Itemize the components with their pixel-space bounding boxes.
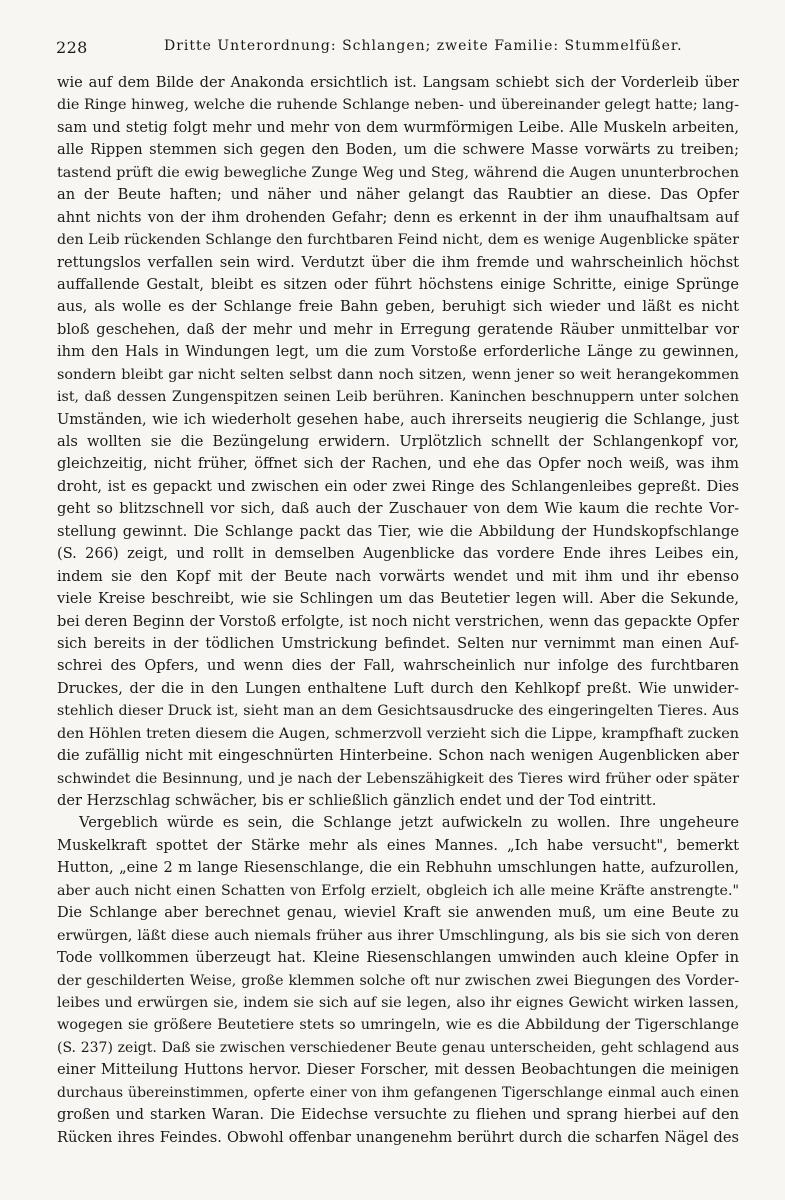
text-line: an der Beute haften; und näher und näher gelangt das Raubtier an diese. Das Opfer [57, 186, 739, 204]
text-line: wogegen sie größere Beutetiere stets so umringeln, wie es die Abbildung der Tigerschlange [57, 1017, 739, 1034]
text-line: stellung gewinnt. Die Schlange packt das Tier, wie die Abbildung der Hundskopfschlange [57, 522, 739, 540]
text-line: auffallende Gestalt, bleibt es sitzen oder führt höchstens einige Schritte, einige Sprünge [57, 275, 739, 293]
running-head: Dritte Unterordnung: Schlangen; zweite Familie: Stummelfüßer. [164, 38, 683, 54]
text-line: die Ringe hinweg, welche die ruhende Schlange neben- und übereinander gelegt hatte; lang- [57, 97, 739, 114]
text-line: großen und starken Waran. Die Eidechse versuchte zu fliehen und sprang hierbei auf den [57, 1106, 739, 1124]
text-line: durchaus übereinstimmen, opferte einer von ihm gefangenen Tigerschlange einmal auch einen [57, 1084, 739, 1101]
text-line: alle Rippen stemmen sich gegen den Boden, um die schwere Masse vorwärts zu treiben; [57, 141, 739, 159]
text-line: die zufällig nicht mit eingeschnürten Hinterbeine. Schon nach wenigen Augenblicken aber [57, 747, 739, 765]
text-line: den Leib rückenden Schlange den furchtbaren Feind nicht, dem es wenige Augenblicke später [57, 232, 739, 249]
text-line: sondern bleibt gar nicht selten selbst dann noch sitzen, wenn jener so weit herangekommen [57, 366, 739, 383]
text-line: (S. 266) zeigt, und rollt in demselben Augenblicke das vordere Ende ihres Leibes ein, [57, 545, 739, 563]
text-line: gleichzeitig, nicht früher, öffnet sich der Rachen, und ehe das Opfer noch weiß, was ihm [57, 455, 739, 473]
text-line: sich bereits in der tödlichen Umstrickung befindet. Selten nur vernimmt man einen Auf- [57, 634, 739, 652]
text-line: einer Mitteilung Huttons hervor. Dieser Forscher, mit dessen Beobachtungen die meinigen [57, 1061, 739, 1079]
text-line: rettungslos verfallen sein wird. Verdutzt über die ihm fremde und wahrscheinlich höchst [57, 253, 739, 271]
paragraph-start-line: Vergeblich würde es sein, die Schlange jetzt aufwickeln zu wollen. Ihre ungeheure [79, 814, 739, 832]
text-line: aus, als wolle es der Schlange freie Bahn geben, beruhigt sich wieder und läßt es nicht [57, 298, 739, 316]
paragraph-end-line: der Herzschlag schwächer, bis er schließlich gänzlich endet und der Tod eintritt. [57, 792, 657, 809]
page-number: 228 [56, 38, 88, 57]
text-line: Die Schlange aber berechnet genau, wieviel Kraft sie anwenden muß, um eine Beute zu [57, 904, 739, 922]
text-line: schrei des Opfers, und wenn dies der Fall, wahrscheinlich nur infolge des furchtbaren [57, 657, 739, 675]
text-line: den Höhlen treten diesem die Augen, schmerzvoll verzieht sich die Lippe, krampfhaft zucken [57, 725, 739, 742]
text-line: Umständen, wie ich wiederholt gesehen habe, auch ihrerseits neugierig die Schlange, just [57, 410, 739, 428]
text-line: ist, daß dessen Zungenspitzen seinen Leib berühren. Kaninchen beschnuppern unter solchen [57, 389, 739, 406]
text-line: ihm den Hals in Windungen legt, um die zum Vorstoße erforderliche Länge zu gewinnen, [57, 343, 739, 361]
text-line: leibes und erwürgen sie, indem sie sich auf sie legen, also ihr eignes Gewicht wirken lassen, [57, 994, 739, 1011]
text-line: wie auf dem Bilde der Anakonda ersichtlich ist. Langsam schiebt sich der Vorderleib über [57, 74, 739, 91]
text-line: (S. 237) zeigt. Daß sie zwischen verschiedener Beute genau unterscheiden, geht schlagend aus [57, 1039, 739, 1056]
text-line: Rücken ihres Feindes. Obwohl offenbar unangenehm berührt durch die scharfen Nägel des [57, 1128, 739, 1146]
page-header [56, 38, 746, 62]
text-line: erwürgen, läßt diese auch niemals früher aus ihrer Umschlingung, als bis sie sich von deren [57, 927, 739, 944]
text-line: schwindet die Besinnung, und je nach der Lebenszähigkeit des Tieres wird früher oder später [57, 770, 739, 787]
text-line: als wollten sie die Bezüngelung erwidern. Urplötzlich schnellt der Schlangenkopf vor, [57, 433, 739, 450]
text-line: stehlich dieser Druck ist, sieht man an dem Gesichtsausdrucke des eingeringelten Tieres. Aus [57, 703, 739, 720]
text-line: Hutton, „eine 2 m lange Riesenschlange, die ein Rebhuhn umschlungen hatte, aufzurollen, [57, 859, 739, 877]
text-line: sam und stetig folgt mehr und mehr von dem wurmförmigen Leibe. Alle Muskeln arbeiten, [57, 118, 739, 136]
text-line: aber auch nicht einen Schatten von Erfolg erzielt, obgleich ich alle meine Kräfte anstrengte." [57, 882, 739, 899]
text-line: bloß geschehen, daß der mehr und mehr in Erregung geratende Räuber unmittelbar vor [57, 320, 739, 338]
text-line: Tode vollkommen überzeugt hat. Kleine Riesenschlangen umwinden auch kleine Opfer in [57, 949, 739, 967]
text-line: der geschilderten Weise, große klemmen solche oft nur zwischen zwei Biegungen des Vorder- [57, 972, 739, 989]
text-line: viele Kreise beschreibt, wie sie Schlingen um das Beutetier legen will. Aber die Sekunde, [57, 590, 739, 608]
text-line: ahnt nichts von der ihm drohenden Gefahr; denn es erkennt in der ihm unaufhaltsam auf [57, 208, 739, 226]
text-line: Druckes, der die in den Lungen enthaltene Luft durch den Kehlkopf preßt. Wie unwider- [57, 679, 739, 697]
text-line: indem sie den Kopf mit der Beute nach vorwärts wendet und mit ihm und ihr ebenso [57, 567, 739, 585]
text-line: bei deren Beginn der Vorstoß erfolgte, ist noch nicht verstrichen, wenn das gepackte Opfer [57, 612, 739, 630]
text-line: geht so blitzschnell vor sich, daß auch der Zuschauer von dem Wie kaum die rechte Vor- [57, 500, 739, 518]
body-text [57, 72, 739, 1149]
text-line: droht, ist es gepackt und zwischen ein oder zwei Ringe des Schlangenleibes gepreßt. Dies [57, 477, 739, 495]
text-line: Muskelkraft spottet der Stärke mehr als eines Mannes. „Ich habe versucht", bemerkt [57, 836, 739, 854]
text-line: tastend prüft die ewig bewegliche Zunge Weg und Steg, während die Augen ununterbrochen [57, 164, 739, 181]
